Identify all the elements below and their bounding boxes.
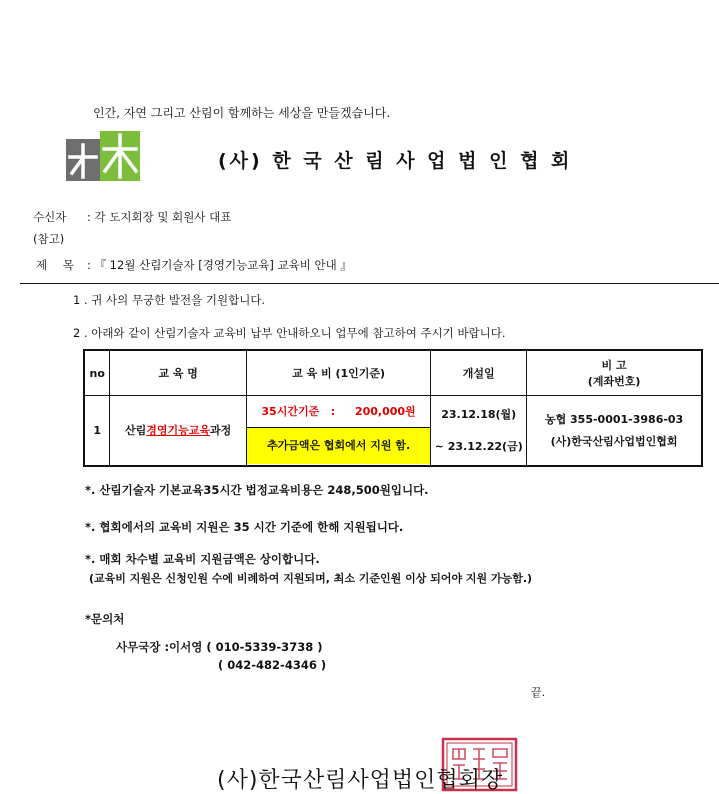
motto: 인간, 자연 그리고 산림이 함께하는 세상을 만들겠습니다.: [93, 106, 391, 120]
note-1: *. 산림기술자 기본교육35시간 법정교육비용은 248,500원입니다.: [85, 483, 429, 497]
paragraph-2: 2 . 아래와 같이 산림기술자 교육비 납부 안내하오니 업무에 참고하여 주시기 바랍니다.: [73, 326, 506, 340]
note-3: *. 매회 차수별 교육비 지원금액은 상이합니다.: [85, 552, 320, 566]
header-fee: 교 육 비 (1인기준): [246, 350, 430, 396]
organization-title: (사) 한 국 산 림 사 업 법 인 협 회: [218, 150, 573, 172]
header-divider: [20, 283, 719, 284]
tuition-table: [83, 349, 703, 467]
row-opening: [431, 396, 527, 466]
closing-signature: (사)한국산림사업법인협회장: [217, 768, 504, 793]
table-row: [84, 396, 702, 466]
date-start: 23.12.18(월): [441, 408, 517, 422]
end-mark: 끝.: [531, 686, 546, 699]
fee-line: [247, 397, 430, 428]
header-opening: 개설일: [431, 350, 527, 396]
header-no: no: [84, 350, 110, 396]
recipient-value: : 각 도지회장 및 회원사 대표: [87, 210, 232, 224]
course-suffix: 과정: [210, 424, 232, 438]
subject-label: 제 목: [36, 258, 80, 272]
note-2: *. 협회에서의 교육비 지원은 35 시간 기준에 한해 지원됩니다.: [85, 520, 404, 534]
header-remarks: [527, 350, 702, 396]
contact-title: *문의처: [85, 612, 125, 626]
header-course: 교 육 명: [110, 350, 246, 396]
extra-fee-note: 추가금액은 협회에서 지원 함.: [247, 428, 430, 464]
header-remarks-line2: (계좌번호): [587, 375, 641, 388]
association-logo: [66, 131, 140, 181]
reference-label: (참고): [33, 232, 65, 246]
recipient-label: 수신자: [33, 210, 67, 224]
fee-basis: 35시간기준 :: [261, 404, 336, 418]
date-end: ~ 23.12.22(금): [434, 440, 523, 454]
paragraph-1: 1 . 귀 사의 무궁한 발전을 기원합니다.: [73, 293, 266, 307]
account-holder: (사)한국산림사업법인협회: [550, 435, 678, 449]
header-remarks-line1: 비 고: [601, 359, 627, 372]
table-header-row: [84, 350, 702, 396]
course-highlight: 경영기능교육: [146, 424, 211, 438]
fee-amount: 200,000원: [354, 404, 416, 418]
row-no: 1: [84, 396, 110, 466]
account-number: 농협 355-0001-3986-03: [544, 413, 684, 427]
contact-line-2: ( 042-482-4346 ): [218, 658, 327, 672]
note-3-detail: (교육비 지원은 신청인원 수에 비례하여 지원되며, 최소 기준인원 이상 되어야 지원 가능함.): [89, 572, 533, 585]
contact-line-1: 사무국장 :이서영 ( 010-5339-3738 ): [116, 640, 323, 654]
row-remarks: [527, 396, 702, 466]
row-fee: [246, 396, 430, 466]
row-course: [110, 396, 246, 466]
subject-value: : 『 12월 산림기술자 [경영기능교육] 교육비 안내 』: [87, 258, 352, 272]
course-prefix: 산림: [124, 424, 147, 438]
